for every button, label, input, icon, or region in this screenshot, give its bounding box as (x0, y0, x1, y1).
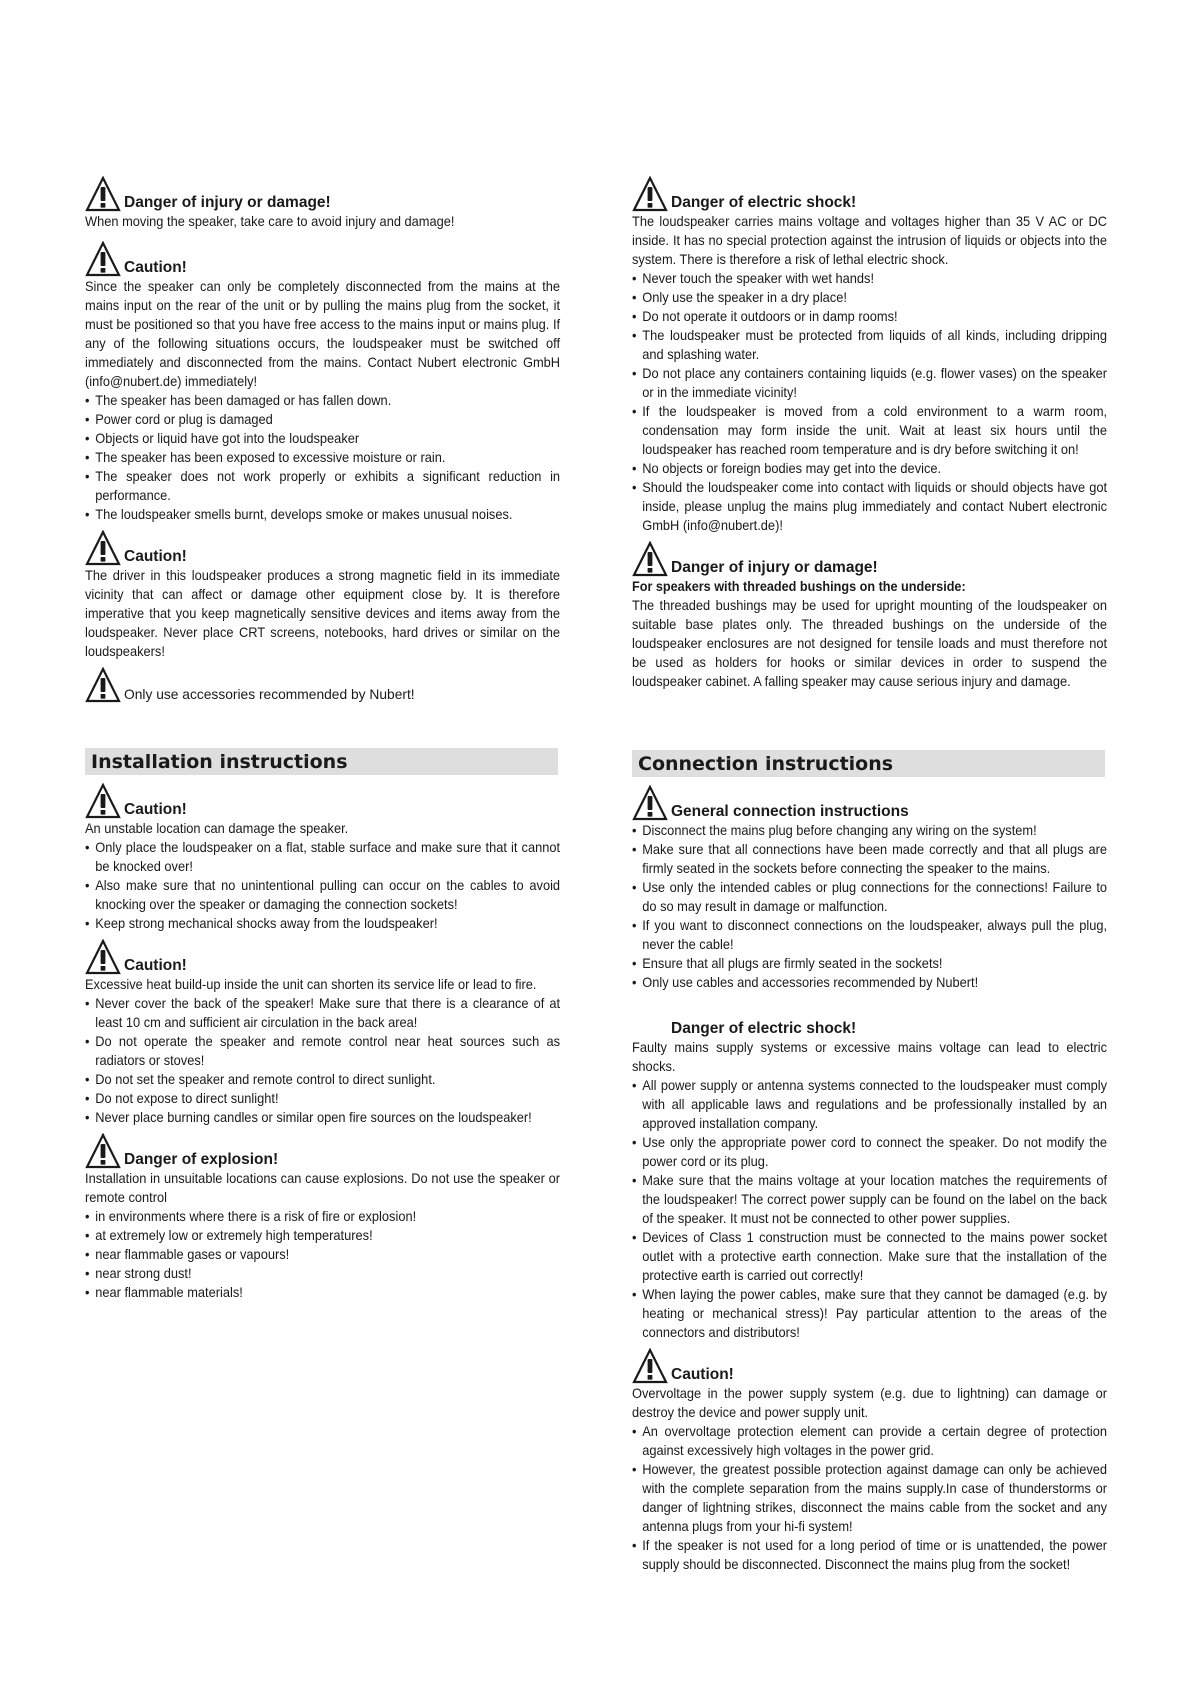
list-item: • The speaker has been damaged or has fallen down. (85, 391, 560, 410)
warning-text: The loudspeaker carries mains voltage and voltages higher than 35 V AC or DC inside. It has no special protection against the intrusion of liquids or objects into the system. There is therefore a risk of lethal electric shock. (632, 214, 1108, 267)
warning-title: Caution! (671, 1366, 734, 1383)
warning-triangle-icon (85, 1133, 121, 1169)
warning-triangle-icon (632, 541, 668, 577)
connection-section (632, 750, 1108, 1574)
list-item: • near flammable materials! (85, 1283, 560, 1302)
warning-triangle-icon (85, 241, 121, 277)
list-item: • If the speaker is not used for a long period of time or is unattended, the power supply should be disconnected. Disconnect the mains plug from the socket! (632, 1536, 1107, 1574)
list-item: • An overvoltage protection element can provide a certain degree of protection against excessively high voltages in the power grid. (632, 1422, 1107, 1460)
danger-explosion (85, 1131, 561, 1302)
list-item: • Devices of Class 1 construction must be connected to the mains power socket outlet with a protective earth connection. Make sure that the installation of the protective earth is carried out correctly! (632, 1228, 1107, 1285)
list-item: • If the loudspeaker is moved from a cold environment to a warm room, condensation may form inside the unit. Wait at least six hours until the loudspeaker has reached room temperature and is dry before switching it on! (632, 402, 1107, 459)
list-item: • near strong dust! (85, 1264, 560, 1283)
warning-title: Danger of injury or damage! (671, 559, 878, 576)
warning-triangle-icon (85, 530, 121, 566)
warning-title: Caution! (124, 259, 187, 276)
list-item: • Do not place any containers containing liquids (e.g. flower vases) on the speaker or in the immediate vicinity! (632, 364, 1107, 402)
section-heading-connection: Connection instructions (632, 750, 1105, 777)
warning-list (85, 1207, 560, 1302)
list-item: • The speaker does not work properly or exhibits a significant reduction in performance. (85, 467, 560, 505)
list-item: • Never place burning candles or similar open fire sources on the loudspeaker! (85, 1108, 560, 1127)
list-item: • The speaker has been exposed to excessive moisture or rain. (85, 448, 560, 467)
list-item: • The loudspeaker must be protected from liquids of all kinds, including dripping and splashing water. (632, 326, 1107, 364)
warning-title: Caution! (124, 957, 187, 974)
warning-list (85, 994, 560, 1127)
section-heading-installation: Installation instructions (85, 748, 558, 775)
list-item: • All power supply or antenna systems connected to the loudspeaker must comply with all applicable laws and regulations and be professionally installed by an approved installation company. (632, 1076, 1107, 1133)
list-item: • Use only the appropriate power cord to connect the speaker. Do not modify the power cord or its plug. (632, 1133, 1107, 1171)
list-item: • However, the greatest possible protection against damage can only be achieved with the complete separation from the mains supply.In case of thunderstorms or danger of lightning strikes, disconnect the mains cable from the socket and any antenna plugs from your hi-fi system! (632, 1460, 1107, 1536)
list-item: • Disconnect the mains plug before changing any wiring on the system! (632, 821, 1107, 840)
warning-triangle-icon (85, 783, 121, 819)
danger-electric-shock-mains (632, 1000, 1108, 1342)
caution-magnetic-field (85, 528, 561, 661)
caution-unstable-location (85, 781, 561, 933)
warning-list (632, 269, 1107, 535)
warning-text: The driver in this loudspeaker produces a strong magnetic field in its immediate vicinity that can affect or damage other equipment close by. It is therefore imperative that you keep magnetically sensitive devices and items away from the loudspeaker. Never place CRT screens, notebooks, hard drives or similar on the loudspeakers! (85, 568, 561, 659)
warning-triangle-icon (632, 176, 668, 212)
warning-text: Installation in unsuitable locations can cause explosions. Do not use the speaker or remote control (85, 1171, 561, 1205)
warning-text: Since the speaker can only be completely disconnected from the mains at the mains input on the rear of the unit or by pulling the mains plug from the socket, it must be positioned so that you have free access to the mains input or mains plug. If any of the following situations occurs, the loudspeaker must be switched off immediately and disconnected from the mains. Contact Nubert electronic GmbH (info@nubert.de) immediately! (85, 279, 561, 389)
list-item: • Make sure that the mains voltage at your location matches the requirements of the loudspeaker! The correct power supply can be found on the label on the back of the speaker. It must not be connected to other power supplies. (632, 1171, 1107, 1228)
warning-text: Excessive heat build-up inside the unit can shorten its service life or lead to fire. (85, 977, 537, 992)
warning-title: Caution! (124, 801, 187, 818)
list-item: • Objects or liquid have got into the loudspeaker (85, 429, 560, 448)
warning-title: Danger of injury or damage! (124, 194, 331, 211)
list-item: • Also make sure that no unintentional pulling can occur on the cables to avoid knocking over the speaker or damaging the connection sockets! (85, 876, 560, 914)
warning-list (632, 1076, 1107, 1342)
list-item: • at extremely low or extremely high temperatures! (85, 1226, 560, 1245)
danger-electric-shock (632, 174, 1108, 535)
caution-overvoltage (632, 1346, 1108, 1574)
warning-list (632, 1422, 1107, 1574)
list-item: • Do not operate it outdoors or in damp rooms! (632, 307, 1107, 326)
left-column (85, 174, 561, 703)
list-item: • If you want to disconnect connections on the loudspeaker, always pull the plug, never the cable! (632, 916, 1107, 954)
list-item: • in environments where there is a risk of fire or explosion! (85, 1207, 560, 1226)
warning-text: Faulty mains supply systems or excessive mains voltage can lead to electric shocks. (632, 1040, 1108, 1074)
warning-triangle-icon (85, 939, 121, 975)
list-item: • Should the loudspeaker come into contact with liquids or should objects have got inside, please unplug the mains plug immediately and contact Nubert electronic GmbH (info@nubert.de)! (632, 478, 1107, 535)
accessories-text: Only use accessories recommended by Nubert! (124, 687, 415, 702)
list-item: • When laying the power cables, make sure that they cannot be damaged (e.g. by heating or mechanical stress)! Pay particular attention to the areas of the connectors and distributors! (632, 1285, 1107, 1342)
list-item: • Keep strong mechanical shocks away from the loudspeaker! (85, 914, 560, 933)
list-item: • Only use cables and accessories recommended by Nubert! (632, 973, 1107, 992)
warning-text: Overvoltage in the power supply system (e.g. due to lightning) can damage or destroy the device and power supply unit. (632, 1386, 1108, 1420)
list-item: • Make sure that all connections have been made correctly and that all plugs are firmly seated in the sockets before connecting the speaker to the mains. (632, 840, 1107, 878)
list-item: • Power cord or plug is damaged (85, 410, 560, 429)
list-item: • Do not expose to direct sunlight! (85, 1089, 560, 1108)
list-item: • near flammable gases or vapours! (85, 1245, 560, 1264)
list-item: • Only use the speaker in a dry place! (632, 288, 1107, 307)
warning-list (632, 821, 1107, 992)
warning-title: Caution! (124, 548, 187, 565)
list-item: • Never touch the speaker with wet hands! (632, 269, 1107, 288)
warning-triangle-icon (632, 785, 668, 821)
danger-threaded-bushings (632, 539, 1108, 691)
general-connection (632, 783, 1108, 992)
list-item: • Do not operate the speaker and remote control near heat sources such as radiators or stoves! (85, 1032, 560, 1070)
warning-title: Danger of electric shock! (671, 194, 857, 211)
warning-triangle-icon (632, 1348, 668, 1384)
list-item: • No objects or foreign bodies may get into the device. (632, 459, 1107, 478)
right-column (632, 174, 1108, 691)
list-item: • The loudspeaker smells burnt, develops smoke or makes unusual noises. (85, 505, 560, 524)
warning-text: The threaded bushings may be used for upright mounting of the loudspeaker on suitable base plates only. The threaded bushings on the underside of the loudspeaker enclosures are not designed for tensile loads and must therefore not be used as holders for hooks or similar devices in order to suspend the loudspeaker cabinet. A falling speaker may cause serious injury and damage. (632, 598, 1108, 689)
accessories-note (85, 665, 558, 703)
list-item: • Never cover the back of the speaker! Make sure that there is a clearance of at least 10 cm and sufficient air circulation in the back area! (85, 994, 560, 1032)
warning-triangle-icon (85, 667, 121, 703)
caution-heat (85, 937, 561, 1127)
list-item: • Only place the loudspeaker on a flat, stable surface and make sure that it cannot be knocked over! (85, 838, 560, 876)
list-item: • Use only the intended cables or plug connections for the connections! Failure to do so may result in damage or malfunction. (632, 878, 1107, 916)
warning-injury-damage (85, 174, 558, 231)
warning-title: Danger of explosion! (124, 1151, 279, 1168)
warning-text: An unstable location can damage the speaker. (85, 821, 349, 836)
warning-subtitle: For speakers with threaded bushings on the underside: (632, 579, 966, 594)
warning-title: Danger of electric shock! (671, 1020, 857, 1037)
warning-list (85, 838, 560, 933)
installation-section (85, 748, 561, 1302)
warning-list (85, 391, 560, 524)
warning-text: When moving the speaker, take care to avoid injury and damage! (85, 214, 455, 229)
list-item: • Do not set the speaker and remote control to direct sunlight. (85, 1070, 560, 1089)
warning-title: General connection instructions (671, 803, 909, 820)
warning-triangle-icon (85, 176, 121, 212)
caution-mains-access (85, 239, 561, 524)
list-item: • Ensure that all plugs are firmly seated in the sockets! (632, 954, 1107, 973)
